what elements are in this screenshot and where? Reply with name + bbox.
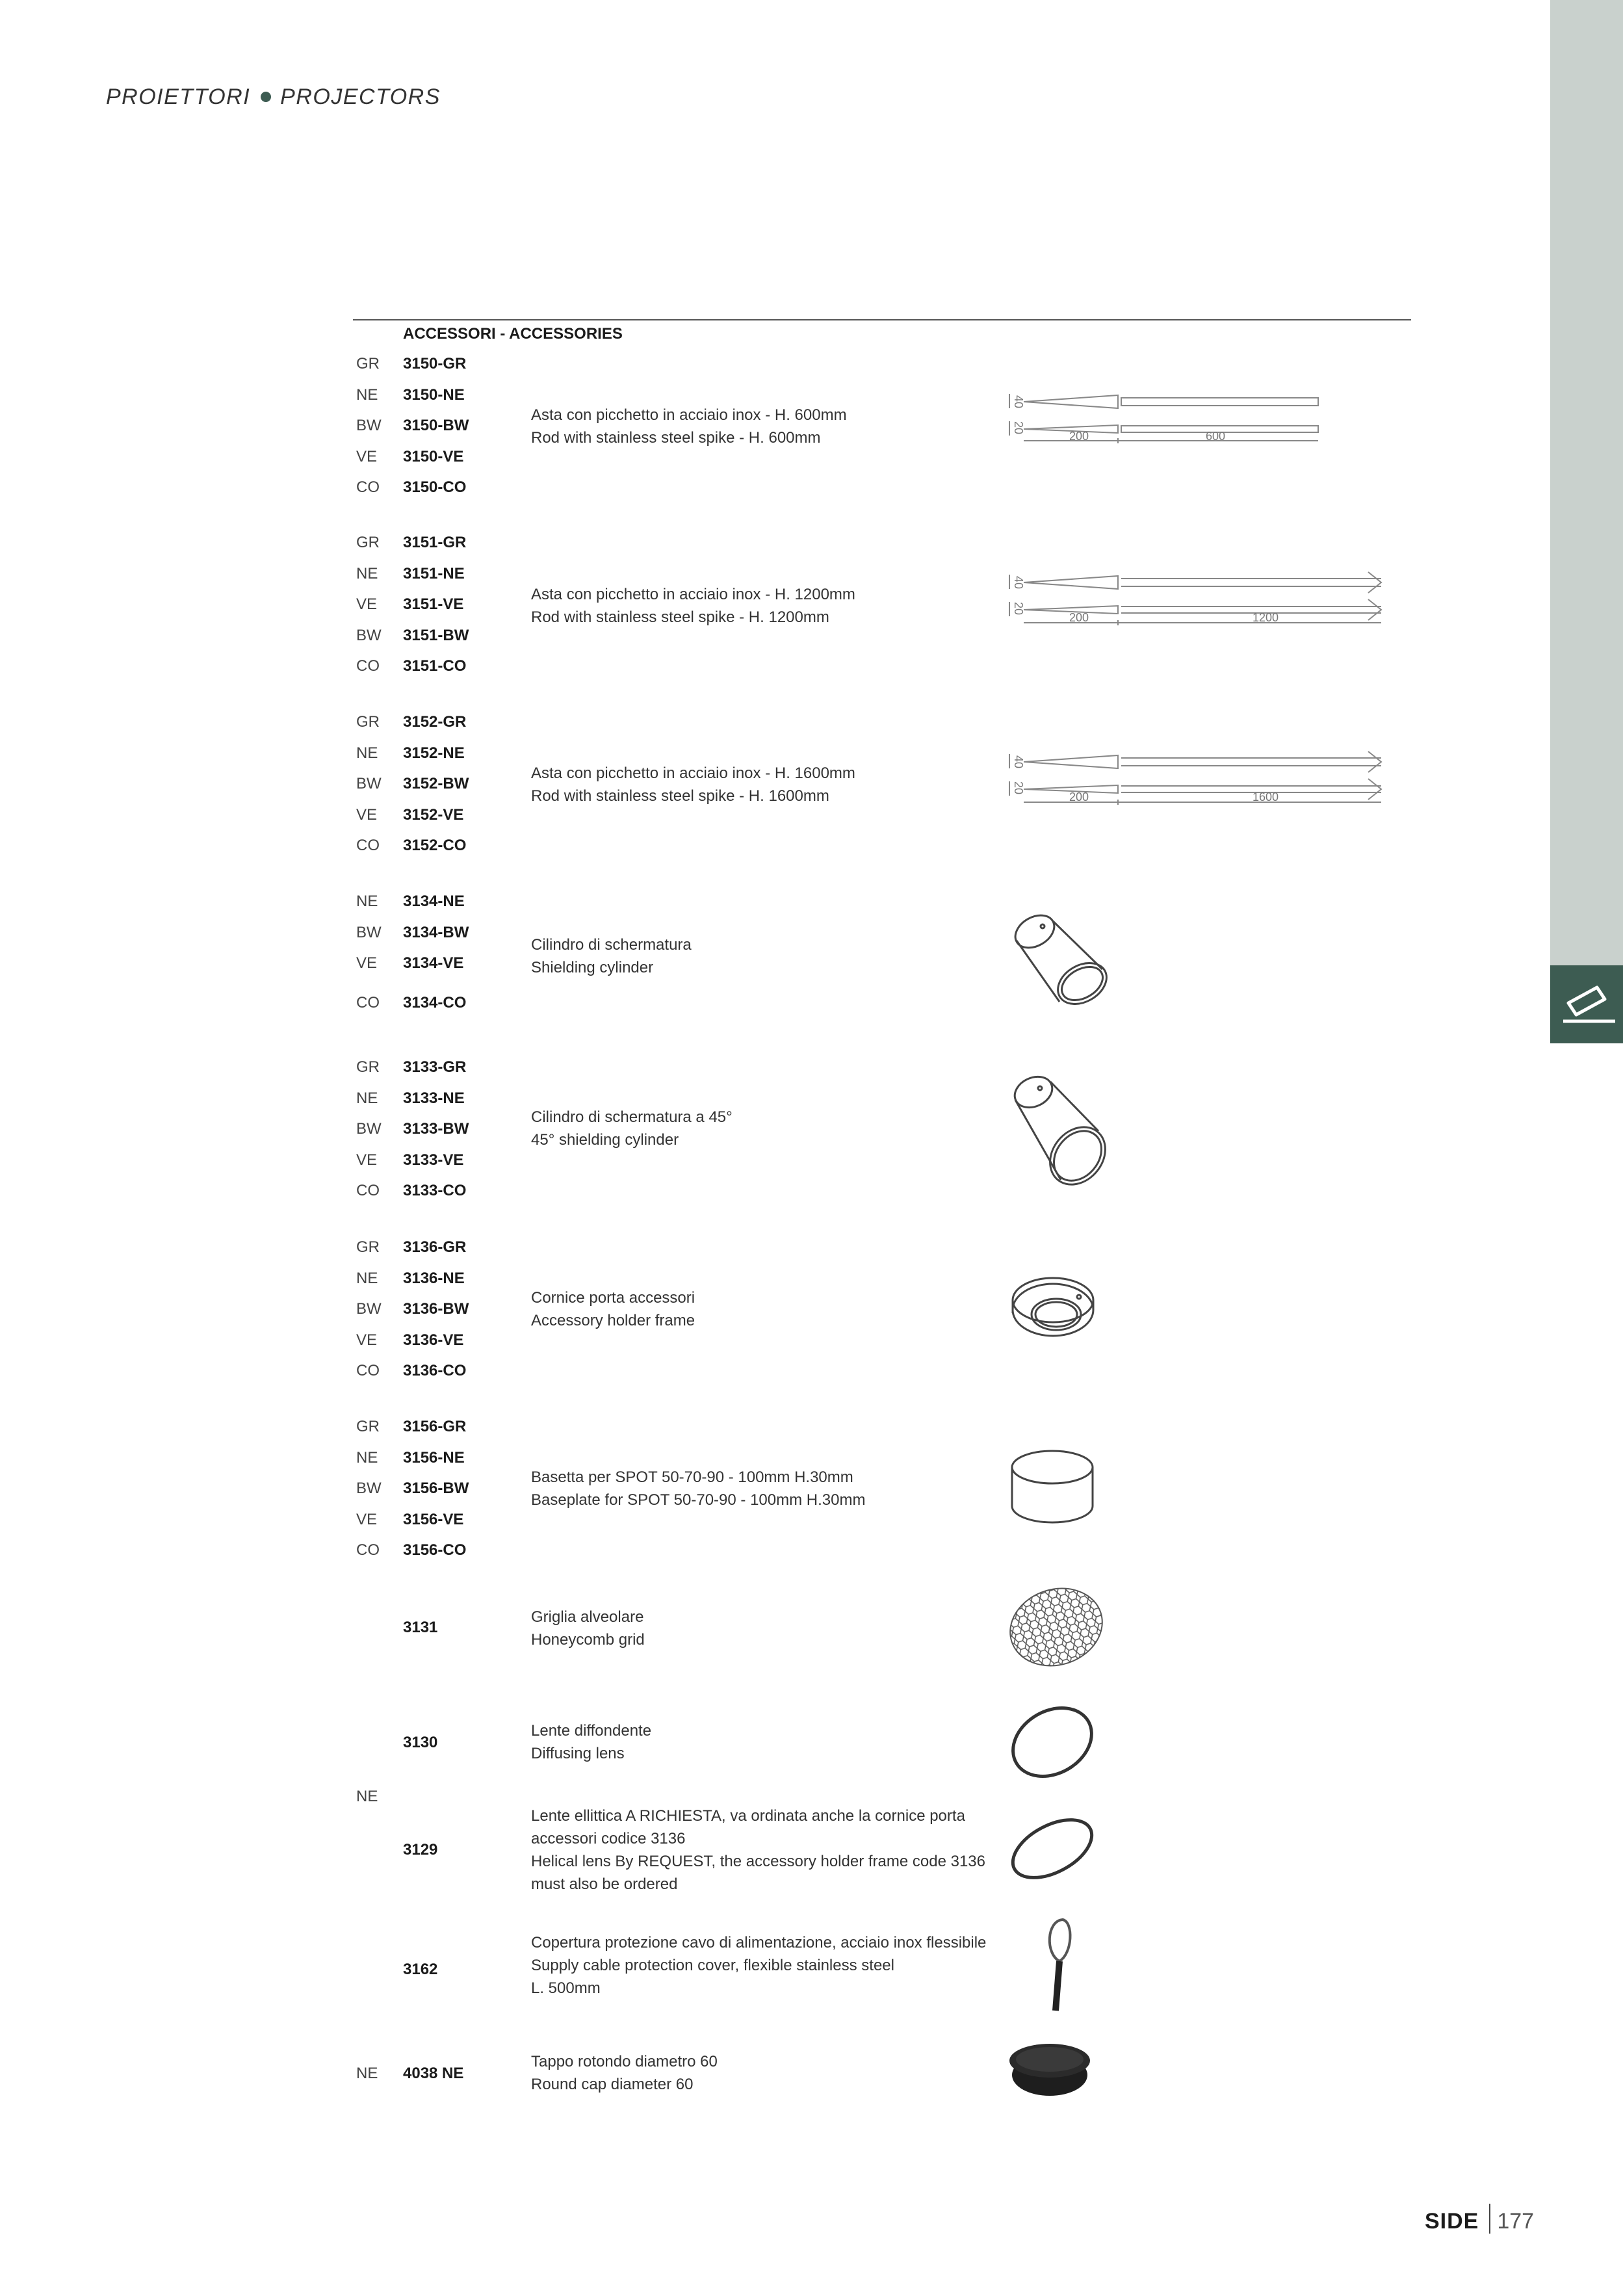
table-top-rule [353,319,1411,320]
item-code: 3151-NE [403,565,465,582]
finish: NE [356,386,378,404]
finish: CO [356,1182,380,1199]
item-description: Lente ellittica A RICHIESTA, va ordinata anche la cornice porta accessori codice 3136 Helical lens By REQUEST, the accessory holder frame code 3136 must also be ordered [531,1807,985,1893]
item-code: 3156-CO [403,1541,467,1559]
item-description: Basetta per SPOT 50-70-90 - 100mm H.30mm Baseplate for SPOT 50-70-90 - 100mm H.30mm [531,1468,866,1509]
item-code: 3136-BW [403,1300,469,1318]
svg-text:20: 20 [1012,781,1025,795]
svg-text:200: 200 [1069,611,1089,624]
item-code: 3152-VE [403,806,464,824]
finish: CO [356,1541,380,1559]
finish: VE [356,1151,378,1169]
item-description: Asta con picchetto in acciaio inox - H. 600mm Rod with stainless steel spike - H. 600mm [531,406,847,447]
item-code: 3130 [403,1734,438,1751]
side-color-band [1550,0,1623,965]
finish: GR [356,1238,380,1256]
item-description: Copertura protezione cavo di alimentazione, acciaio inox flessibile Supply cable protection cover, flexible stainless steel L. 500mm [531,1934,987,1997]
svg-text:200: 200 [1069,430,1089,443]
finish: GR [356,713,380,731]
page-footer [1425,2204,1534,2234]
accessory-holder-frame-drawing [1004,1274,1102,1355]
item-description: Griglia alveolare Honeycomb grid [531,1608,645,1649]
finish: CO [356,837,380,854]
finish: NE [356,744,378,762]
finish: VE [356,806,378,824]
finish: NE [356,1270,378,1287]
item-code: 3156-NE [403,1449,465,1467]
item-code: 3151-BW [403,627,469,644]
svg-text:40: 40 [1012,576,1025,590]
item-description: Asta con picchetto in acciaio inox - H. 1200mm Rod with stainless steel spike - H. 1200mm [531,586,855,626]
round-cap-drawing [1001,2035,1098,2106]
item-code: 3136-CO [403,1362,467,1379]
page-number: 177 [1497,2209,1535,2234]
svg-text:20: 20 [1012,421,1025,435]
item-code: 3151-CO [403,657,467,675]
item-description: Cilindro di schermatura Shielding cylinder [531,936,692,976]
item-code: 3162 [403,1961,438,1978]
svg-text:1600: 1600 [1253,790,1279,803]
item-code: 3134-CO [403,994,467,1011]
item-code: 3150-CO [403,478,467,496]
svg-text:40: 40 [1012,395,1025,409]
finish: BW [356,924,382,941]
finish: GR [356,355,380,372]
item-code: 3134-VE [403,954,464,972]
finish: VE [356,448,378,465]
finish: NE [356,1089,378,1107]
item-code: 3134-BW [403,924,469,941]
finish: VE [356,1511,378,1528]
item-code: 3133-CO [403,1182,467,1199]
rod-600-drawing [1004,389,1407,454]
finish: BW [356,627,382,644]
section-title: ACCESSORI - ACCESSORIES [403,325,623,343]
item-description: Cilindro di schermatura a 45° 45° shielding cylinder [531,1108,733,1149]
rod-1600-drawing [1004,749,1407,814]
item-code: 3156-VE [403,1511,464,1528]
finish: VE [356,1331,378,1349]
elliptic-lens-drawing [1004,1814,1102,1885]
item-code: 3133-NE [403,1089,465,1107]
item-code: 3136-VE [403,1331,464,1349]
item-code: 3150-GR [403,355,467,372]
finish: GR [356,1418,380,1435]
shielding-cylinder-drawing [1001,907,1118,1014]
header-english: PROJECTORS [280,85,441,109]
finish: VE [356,595,378,613]
item-code: 3133-GR [403,1058,467,1076]
item-code: 3136-GR [403,1238,467,1256]
header-italian: PROIETTORI [106,85,251,109]
item-code: 3131 [403,1619,438,1636]
page-header [106,85,441,110]
item-code: 3156-GR [403,1418,467,1435]
item-code: 3133-BW [403,1120,469,1138]
item-code: 3136-NE [403,1270,465,1287]
finish: CO [356,657,380,675]
finish: VE [356,954,378,972]
finish: GR [356,1058,380,1076]
honeycomb-grid-drawing [1004,1583,1108,1674]
finish: CO [356,1362,380,1379]
item-code: 3150-VE [403,448,464,465]
rod-1200-drawing [1004,569,1407,634]
item-code: 3152-CO [403,837,467,854]
item-code: 3152-NE [403,744,465,762]
svg-text:20: 20 [1012,602,1025,616]
svg-text:40: 40 [1012,755,1025,769]
projector-icon [1550,965,1623,1038]
finish: BW [356,417,382,434]
finish: BW [356,1480,382,1497]
item-code: 3151-VE [403,595,464,613]
item-code: 3151-GR [403,534,467,551]
item-code: 3156-BW [403,1480,469,1497]
finish: CO [356,478,380,496]
finish: NE [356,2065,378,2082]
finish: NE [356,1449,378,1467]
item-description: Tappo rotondo diametro 60 Round cap diameter 60 [531,2053,718,2093]
section-tab-underline [1550,1038,1623,1043]
svg-text:1200: 1200 [1253,611,1279,624]
finish: BW [356,1120,382,1138]
item-description: Cornice porta accessori Accessory holder frame [531,1289,695,1329]
finish: CO [356,994,380,1011]
item-code: 3129 [403,1841,438,1859]
shielding-cylinder-45-drawing [1001,1066,1124,1196]
item-code: 4038 NE [403,2065,464,2082]
brand-name: SIDE [1425,2209,1479,2234]
item-code: 3150-BW [403,417,469,434]
item-code: 3152-GR [403,713,467,731]
item-code: 3133-VE [403,1151,464,1169]
item-code: 3152-BW [403,775,469,792]
finish: NE [356,565,378,582]
item-description: Asta con picchetto in acciaio inox - H. 1600mm Rod with stainless steel spike - H. 1600mm [531,764,855,805]
finish: GR [356,534,380,551]
svg-text:600: 600 [1206,430,1226,443]
baseplate-drawing [1004,1446,1102,1531]
finish: NE [356,893,378,910]
item-code: 3150-NE [403,386,465,404]
item-description: Lente diffondente Diffusing lens [531,1722,652,1762]
bullet-dot-icon [261,92,271,102]
finish: BW [356,1300,382,1318]
diffusing-lens-drawing [1004,1703,1102,1781]
finish: NE [356,1788,378,1805]
item-code: 3134-NE [403,893,465,910]
section-tab[interactable] [1550,965,1623,1038]
cable-cover-drawing [1027,1914,1098,2018]
footer-separator [1489,2204,1490,2234]
finish: BW [356,775,382,792]
svg-text:200: 200 [1069,790,1089,803]
